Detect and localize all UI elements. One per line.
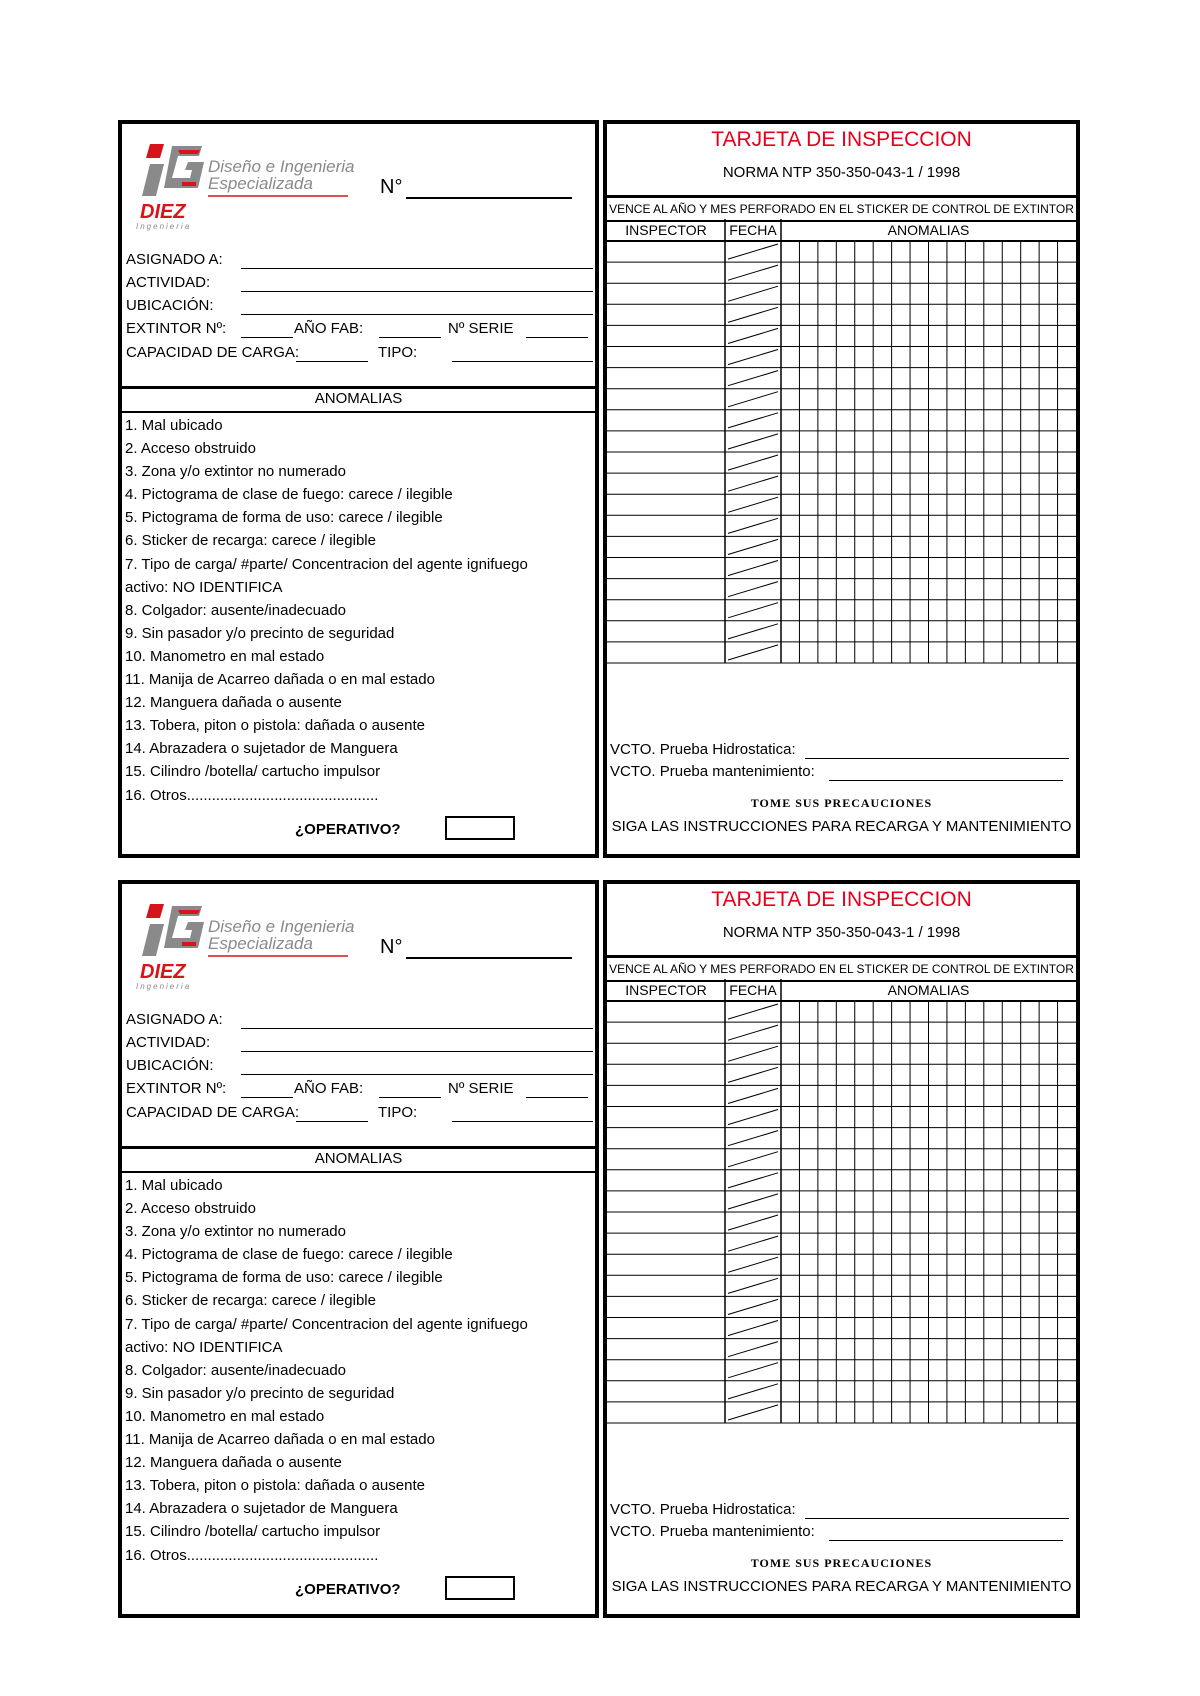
number-field[interactable] xyxy=(406,957,572,959)
logo-sub: Ingenieria xyxy=(136,222,192,231)
extintor-field[interactable] xyxy=(241,337,293,338)
fecha-slash xyxy=(728,1363,778,1378)
fecha-slash xyxy=(728,1342,778,1357)
extintor-field[interactable] xyxy=(241,1097,293,1098)
capacidad-field[interactable] xyxy=(296,361,368,362)
anomalia-item: 2. Acceso obstruido xyxy=(125,1200,256,1218)
anomalia-item: 3. Zona y/o extintor no numerado xyxy=(125,463,346,481)
tipo-field[interactable] xyxy=(452,361,593,362)
anomalia-item: 5. Pictograma de forma de uso: carece / ilegible xyxy=(125,1269,443,1287)
asignado-label: ASIGNADO A: xyxy=(126,251,223,268)
siga-text: SIGA LAS INSTRUCCIONES PARA RECARGA Y MANTENIMIENTO xyxy=(611,818,1072,835)
norma-text: NORMA NTP 350-350-043-1 / 1998 xyxy=(722,164,961,181)
capacidad-field[interactable] xyxy=(296,1121,368,1122)
fecha-slash xyxy=(728,413,778,428)
inspection-grid[interactable] xyxy=(607,219,1076,664)
company-logo xyxy=(138,144,358,224)
anomalia-item: 13. Tobera, piton o pistola: dañada o ausente xyxy=(125,1477,425,1495)
anomalia-item: 4. Pictograma de clase de fuego: carece / ilegible xyxy=(125,1246,453,1264)
number-label: N° xyxy=(380,176,403,198)
fecha-slash xyxy=(728,1025,778,1040)
siga-text: SIGA LAS INSTRUCCIONES PARA RECARGA Y MANTENIMIENTO xyxy=(611,1578,1072,1595)
anomalia-item: 3. Zona y/o extintor no numerado xyxy=(125,1223,346,1241)
anomalias-header: ANOMALIAS xyxy=(314,1150,403,1167)
vcto-mant-field[interactable] xyxy=(829,780,1063,781)
anomalia-item: activo: NO IDENTIFICA xyxy=(125,578,283,596)
logo-line1: Diseño e Ingenieria xyxy=(208,917,355,936)
anomalia-item: 1. Mal ubicado xyxy=(125,417,223,434)
inspection-grid[interactable] xyxy=(607,979,1076,1424)
logo-brand: DIEZ xyxy=(140,201,186,223)
fecha-slash xyxy=(728,244,778,259)
logo-line1: Diseño e Ingenieria xyxy=(208,157,355,176)
capacidad-label: CAPACIDAD DE CARGA: xyxy=(126,344,300,361)
fecha-slash xyxy=(728,476,778,491)
vcto-mant-field[interactable] xyxy=(829,1540,1063,1541)
anomalia-item: 7. Tipo de carga/ #parte/ Concentracion del agente ignifuego xyxy=(125,1315,528,1333)
vence-text: VENCE AL AÑO Y MES PERFORADO EN EL STICKER DE CONTROL DE EXTINTOR xyxy=(607,195,1076,222)
ubicacion-label: UBICACIÓN: xyxy=(126,1057,214,1074)
fecha-slash xyxy=(728,1088,778,1103)
extintor-label: EXTINTOR Nº: xyxy=(126,320,227,337)
tipo-label: TIPO: xyxy=(378,1104,418,1121)
fecha-slash xyxy=(728,1278,778,1293)
company-logo xyxy=(138,904,358,984)
operativo-label: ¿OPERATIVO? xyxy=(295,1581,401,1598)
divider xyxy=(122,386,595,389)
anomalia-item: 5. Pictograma de forma de uso: carece / ilegible xyxy=(125,509,443,527)
serie-field[interactable] xyxy=(526,337,588,338)
vcto-mant-label: VCTO. Prueba mantenimiento: xyxy=(610,1523,815,1540)
anomalia-item: 13. Tobera, piton o pistola: dañada o ausente xyxy=(125,717,425,735)
number-label: N° xyxy=(380,936,403,958)
ubicacion-label: UBICACIÓN: xyxy=(126,297,214,314)
divider xyxy=(122,411,595,413)
fecha-slash xyxy=(728,307,778,322)
tome-text: TOME SUS PRECAUCIONES xyxy=(750,1556,933,1570)
inspection-card-2 xyxy=(118,880,1080,1618)
fecha-slash xyxy=(728,1321,778,1336)
card-right-panel xyxy=(603,120,1080,858)
anomalias-header: ANOMALIAS xyxy=(314,390,403,407)
logo-mark-icon xyxy=(142,144,204,196)
anomalia-item: 4. Pictograma de clase de fuego: carece / ilegible xyxy=(125,486,453,504)
anomalia-item: 10. Manometro en mal estado xyxy=(125,1407,325,1425)
fecha-slash xyxy=(728,603,778,618)
anomalia-item: 16. Otros.............................................. xyxy=(125,1546,379,1564)
fecha-slash xyxy=(728,1194,778,1209)
fecha-slash xyxy=(728,1299,778,1314)
fecha-slash xyxy=(728,582,778,597)
fecha-slash xyxy=(728,561,778,576)
anomalia-item: 10. Manometro en mal estado xyxy=(125,647,325,665)
anomalia-item: 1. Mal ubicado xyxy=(125,1177,223,1194)
fecha-slash xyxy=(728,1384,778,1399)
fecha-slash xyxy=(728,645,778,660)
anomalia-item: 9. Sin pasador y/o precinto de seguridad xyxy=(125,1384,395,1402)
serie-field[interactable] xyxy=(526,1097,588,1098)
anomalia-item: 6. Sticker de recarga: carece / ilegible xyxy=(125,532,376,550)
fecha-slash xyxy=(728,265,778,280)
anomalia-item: 12. Manguera dañada o ausente xyxy=(125,694,342,712)
fecha-slash xyxy=(728,1236,778,1251)
tome-text: TOME SUS PRECAUCIONES xyxy=(750,796,933,810)
fecha-slash xyxy=(728,1131,778,1146)
fecha-slash xyxy=(728,624,778,639)
ano-fab-label: AÑO FAB: xyxy=(294,1080,364,1097)
anomalia-item: 14. Abrazadera o sujetador de Manguera xyxy=(125,1500,398,1518)
fecha-slash xyxy=(728,1405,778,1420)
anomalia-item: 15. Cilindro /botella/ cartucho impulsor xyxy=(125,763,381,781)
anomalia-item: 15. Cilindro /botella/ cartucho impulsor xyxy=(125,1523,381,1541)
anomalia-item: 8. Colgador: ausente/inadecuado xyxy=(125,601,347,619)
vcto-hidro-field[interactable] xyxy=(805,758,1069,759)
fecha-slash xyxy=(728,371,778,386)
anomalia-item: 14. Abrazadera o sujetador de Manguera xyxy=(125,740,398,758)
card-left-panel xyxy=(118,120,599,858)
actividad-label: ACTIVIDAD: xyxy=(126,274,211,291)
fecha-slash xyxy=(728,455,778,470)
vence-text: VENCE AL AÑO Y MES PERFORADO EN EL STICKER DE CONTROL DE EXTINTOR xyxy=(607,955,1076,982)
logo-mark-icon xyxy=(142,904,204,956)
col-fecha: FECHA xyxy=(729,982,777,998)
anomalias-list xyxy=(125,414,585,807)
fecha-slash xyxy=(728,328,778,343)
actividad-field[interactable] xyxy=(241,1051,593,1052)
fecha-slash xyxy=(728,539,778,554)
fecha-slash xyxy=(728,286,778,301)
fecha-slash xyxy=(728,1067,778,1082)
operativo-checkbox[interactable] xyxy=(445,816,515,840)
actividad-label: ACTIVIDAD: xyxy=(126,1034,211,1051)
col-anomalias: ANOMALIAS xyxy=(887,222,970,238)
asignado-field[interactable] xyxy=(241,268,593,269)
col-fecha: FECHA xyxy=(729,222,777,238)
ano-fab-label: AÑO FAB: xyxy=(294,320,364,337)
anomalia-item: 12. Manguera dañada o ausente xyxy=(125,1454,342,1472)
vcto-hidro-label: VCTO. Prueba Hidrostatica: xyxy=(610,741,796,758)
card-title: TARJETA DE INSPECCION xyxy=(711,128,972,151)
ubicacion-field[interactable] xyxy=(241,314,593,315)
serie-label: Nº SERIE xyxy=(448,320,514,337)
ano-fab-field[interactable] xyxy=(379,1097,441,1098)
actividad-field[interactable] xyxy=(241,291,593,292)
anomalia-item: activo: NO IDENTIFICA xyxy=(125,1338,283,1356)
logo-brand: DIEZ xyxy=(140,961,186,983)
anomalias-list xyxy=(125,1174,585,1567)
col-inspector: INSPECTOR xyxy=(625,982,707,998)
inspection-card-1 xyxy=(118,120,1080,858)
fecha-slash xyxy=(728,1257,778,1272)
logo-line2: Especializada xyxy=(208,174,313,193)
asignado-label: ASIGNADO A: xyxy=(126,1011,223,1028)
anomalia-item: 8. Colgador: ausente/inadecuado xyxy=(125,1361,347,1379)
serie-label: Nº SERIE xyxy=(448,1080,514,1097)
col-anomalias: ANOMALIAS xyxy=(887,982,970,998)
divider xyxy=(122,1171,595,1173)
card-left-panel xyxy=(118,880,599,1618)
anomalia-item: 11. Manija de Acarreo dañada o en mal estado xyxy=(125,1431,435,1449)
fecha-slash xyxy=(728,1152,778,1167)
fecha-slash xyxy=(728,1004,778,1019)
number-field[interactable] xyxy=(406,197,572,199)
fecha-slash xyxy=(728,1110,778,1125)
operativo-checkbox[interactable] xyxy=(445,1576,515,1600)
ubicacion-field[interactable] xyxy=(241,1074,593,1075)
vcto-hidro-field[interactable] xyxy=(805,1518,1069,1519)
fecha-slash xyxy=(728,1215,778,1230)
anomalia-item: 2. Acceso obstruido xyxy=(125,440,256,458)
fecha-slash xyxy=(728,350,778,365)
ano-fab-field[interactable] xyxy=(379,337,441,338)
tipo-label: TIPO: xyxy=(378,344,418,361)
operativo-label: ¿OPERATIVO? xyxy=(295,821,401,838)
fecha-slash xyxy=(728,1173,778,1188)
col-inspector: INSPECTOR xyxy=(625,222,707,238)
logo-sub: Ingenieria xyxy=(136,982,192,991)
tipo-field[interactable] xyxy=(452,1121,593,1122)
fecha-slash xyxy=(728,518,778,533)
vcto-hidro-label: VCTO. Prueba Hidrostatica: xyxy=(610,1501,796,1518)
logo-line2: Especializada xyxy=(208,934,313,953)
anomalia-item: 7. Tipo de carga/ #parte/ Concentracion del agente ignifuego xyxy=(125,555,528,573)
anomalia-item: 16. Otros.............................................. xyxy=(125,786,379,804)
anomalia-item: 9. Sin pasador y/o precinto de seguridad xyxy=(125,624,395,642)
extintor-label: EXTINTOR Nº: xyxy=(126,1080,227,1097)
card-right-panel xyxy=(603,880,1080,1618)
divider xyxy=(122,1146,595,1149)
vcto-mant-label: VCTO. Prueba mantenimiento: xyxy=(610,763,815,780)
fecha-slash xyxy=(728,392,778,407)
anomalia-item: 11. Manija de Acarreo dañada o en mal estado xyxy=(125,671,435,689)
fecha-slash xyxy=(728,1046,778,1061)
asignado-field[interactable] xyxy=(241,1028,593,1029)
card-title: TARJETA DE INSPECCION xyxy=(711,888,972,911)
fecha-slash xyxy=(728,497,778,512)
fecha-slash xyxy=(728,434,778,449)
capacidad-label: CAPACIDAD DE CARGA: xyxy=(126,1104,300,1121)
anomalia-item: 6. Sticker de recarga: carece / ilegible xyxy=(125,1292,376,1310)
norma-text: NORMA NTP 350-350-043-1 / 1998 xyxy=(722,924,961,941)
